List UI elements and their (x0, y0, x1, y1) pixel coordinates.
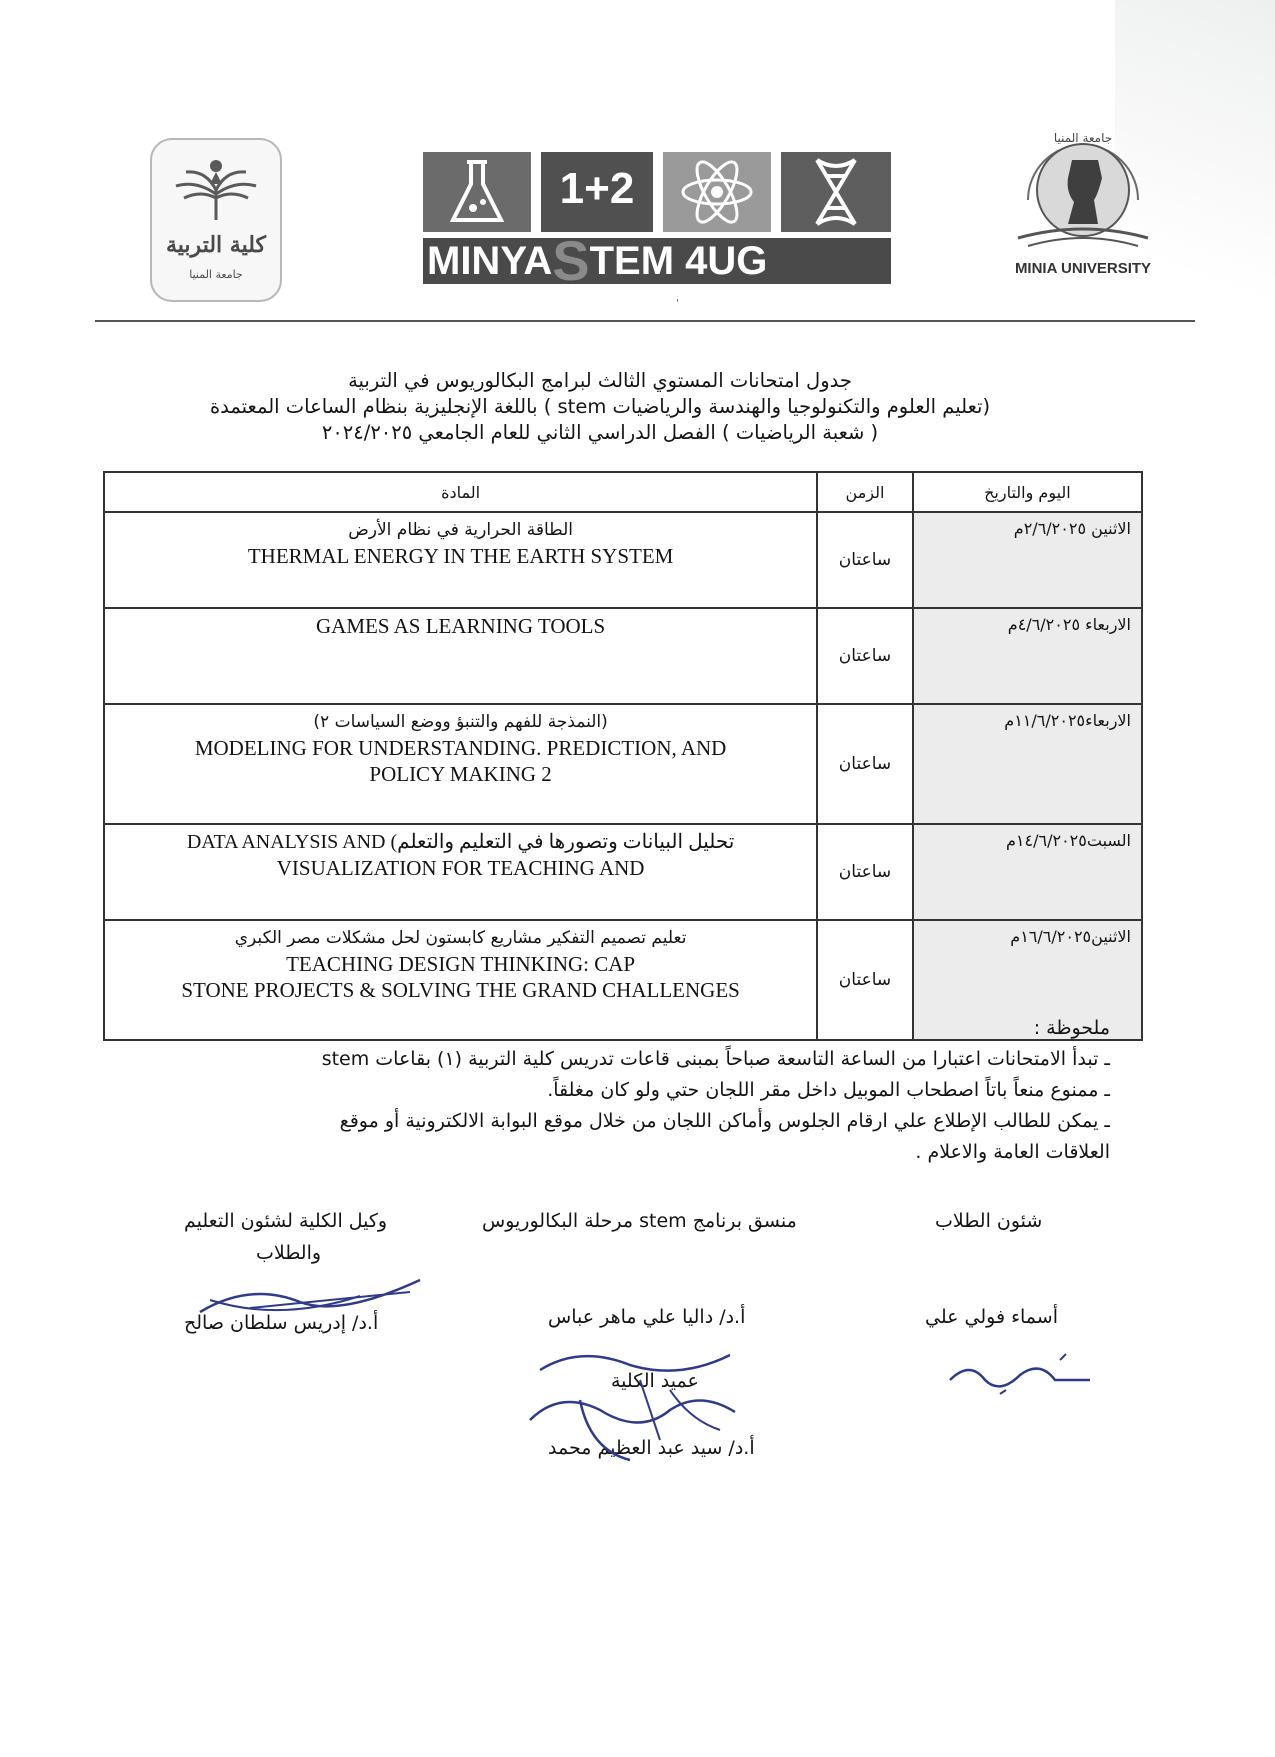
atom-icon (663, 152, 771, 232)
university-logo-arc-text: جامعة المنيا (1053, 131, 1113, 145)
subject-cell (104, 608, 817, 704)
vice-dean-name: أ.د/ إدريس سلطان صالح (184, 1312, 379, 1334)
subject-english: GAMES AS LEARNING TOOLS (316, 614, 606, 638)
header-divider (95, 320, 1195, 322)
stray-mark: ' (676, 298, 679, 309)
subject-cell (104, 704, 817, 824)
header (0, 0, 1275, 320)
table-row (104, 608, 1142, 704)
banner-text-s: S (552, 238, 590, 284)
subject-english: TEACHING DESIGN THINKING: CAP (286, 952, 636, 976)
faculty-logo-subtext: جامعة المنيا (189, 268, 243, 281)
faculty-logo-text: كلية التربية (166, 232, 266, 258)
time-cell: ساعتان (817, 512, 913, 608)
date-cell: الاثنين ٢/٦/٢٠٢٥م (913, 512, 1142, 608)
students-affairs-title: شئون الطلاب (935, 1210, 1043, 1232)
subject-arabic: تحليل البيانات وتصورها في التعليم والتعلم) DATA ANALYSIS AND (186, 831, 735, 853)
subject-english: MODELING FOR UNDERSTANDING. PREDICTION, AND (194, 736, 727, 760)
vice-dean-title-line-2: والطلاب (256, 1242, 322, 1264)
exam-schedule-table (103, 471, 1143, 1041)
note-item: العلاقات العامة والاعلام . (915, 1141, 1110, 1163)
vice-dean-signature (190, 1272, 430, 1332)
notes-heading: ملحوظة : (1033, 1017, 1110, 1039)
table-row (104, 824, 1142, 920)
date-cell: الاربعاء ٤/٦/٢٠٢٥م (913, 608, 1142, 704)
subject-cell (104, 512, 817, 608)
flask-icon (423, 152, 531, 232)
title-line-1: جدول امتحانات المستوي الثالث لبرامج البكالوريوس في التربية (348, 369, 852, 392)
note-item: ـ تبدأ الامتحانات اعتبارا من الساعة التاسعة صباحاً بمبنى قاعات تدريس كلية التربية (١) بقاعات stem (321, 1048, 1110, 1070)
time-cell: ساعتان (817, 824, 913, 920)
university-name: MINIA UNIVERSITY (1014, 260, 1152, 277)
minya-stem-banner (423, 152, 891, 284)
students-affairs-signature (940, 1350, 1100, 1400)
document-title (120, 368, 1080, 446)
banner-number-tile (541, 152, 653, 232)
coordinator-name: أ.د/ داليا علي ماهر عباس (548, 1306, 746, 1328)
university-logo (998, 120, 1168, 280)
time-cell: ساعتان (817, 920, 913, 1040)
vice-dean-title-line-1: وكيل الكلية لشئون التعليم (184, 1210, 388, 1232)
header-time: الزمن (817, 472, 913, 512)
note-item: ـ ممنوع منعاً باتاً اصطحاب الموبيل داخل مقر اللجان حتي ولو كان مغلقاً. (547, 1079, 1110, 1101)
book-tree-icon (166, 150, 266, 230)
table-row (104, 704, 1142, 824)
title-line-3: ( شعبة الرياضيات ) الفصل الدراسي الثاني للعام الجامعي ٢٠٢٤/٢٠٢٥ (321, 421, 879, 444)
subject-english-line-2: STONE PROJECTS & SOLVING THE GRAND CHALLENGES (181, 978, 740, 1002)
dean-title: عميد الكلية (611, 1370, 699, 1392)
subject-english-line-2: POLICY MAKING 2 (369, 762, 552, 786)
time-cell: ساعتان (817, 608, 913, 704)
banner-text-minya: MINYA (427, 239, 553, 283)
subject-arabic: تعليم تصميم التفكير مشاريع كابستون لحل مشكلات مصر الكبري (234, 928, 687, 948)
coordinator-title: منسق برنامج stem مرحلة البكالوريوس (482, 1210, 797, 1232)
date-cell: الاربعاء١١/٦/٢٠٢٥م (913, 704, 1142, 824)
nefertiti-emblem-icon (998, 120, 1168, 260)
dean-name: أ.د/ سيد عبد العظيم محمد (548, 1437, 755, 1459)
banner-text-tem4ug: TEM 4UG (589, 239, 768, 283)
header-date: اليوم والتاريخ (913, 472, 1142, 512)
subject-cell (104, 824, 817, 920)
date-cell: السبت١٤/٦/٢٠٢٥م (913, 824, 1142, 920)
subject-arabic: الطاقة الحرارية في نظام الأرض (348, 520, 573, 540)
students-affairs-name: أسماء فولي علي (925, 1306, 1058, 1328)
note-item: ـ يمكن للطالب الإطلاع علي ارقام الجلوس وأماكن اللجان من خلال موقع البوابة الالكترونية أو موقع (339, 1110, 1110, 1132)
table-header-row (104, 472, 1142, 512)
date-cell: الاثنين١٦/٦/٢٠٢٥م (913, 920, 1142, 1040)
banner-title (423, 238, 891, 284)
time-cell: ساعتان (817, 704, 913, 824)
notes-section (170, 1013, 1110, 1168)
dna-icon (781, 152, 891, 232)
table-row (104, 512, 1142, 608)
subject-english: THERMAL ENERGY IN THE EARTH SYSTEM (247, 544, 674, 568)
banner-number: 1+2 (559, 164, 635, 213)
coordinator-dean-signature (520, 1340, 750, 1470)
subject-english: VISUALIZATION FOR TEACHING AND (276, 856, 645, 880)
faculty-logo (150, 138, 282, 302)
title-line-2: (تعليم العلوم والتكنولوجيا والهندسة والرياضيات stem ) باللغة الإنجليزية بنظام الساعات المعتمدة (209, 395, 991, 418)
header-subject: المادة (104, 472, 817, 512)
subject-arabic: (النمذجة للفهم والتنبؤ ووضع السياسات ٢) (313, 712, 608, 732)
